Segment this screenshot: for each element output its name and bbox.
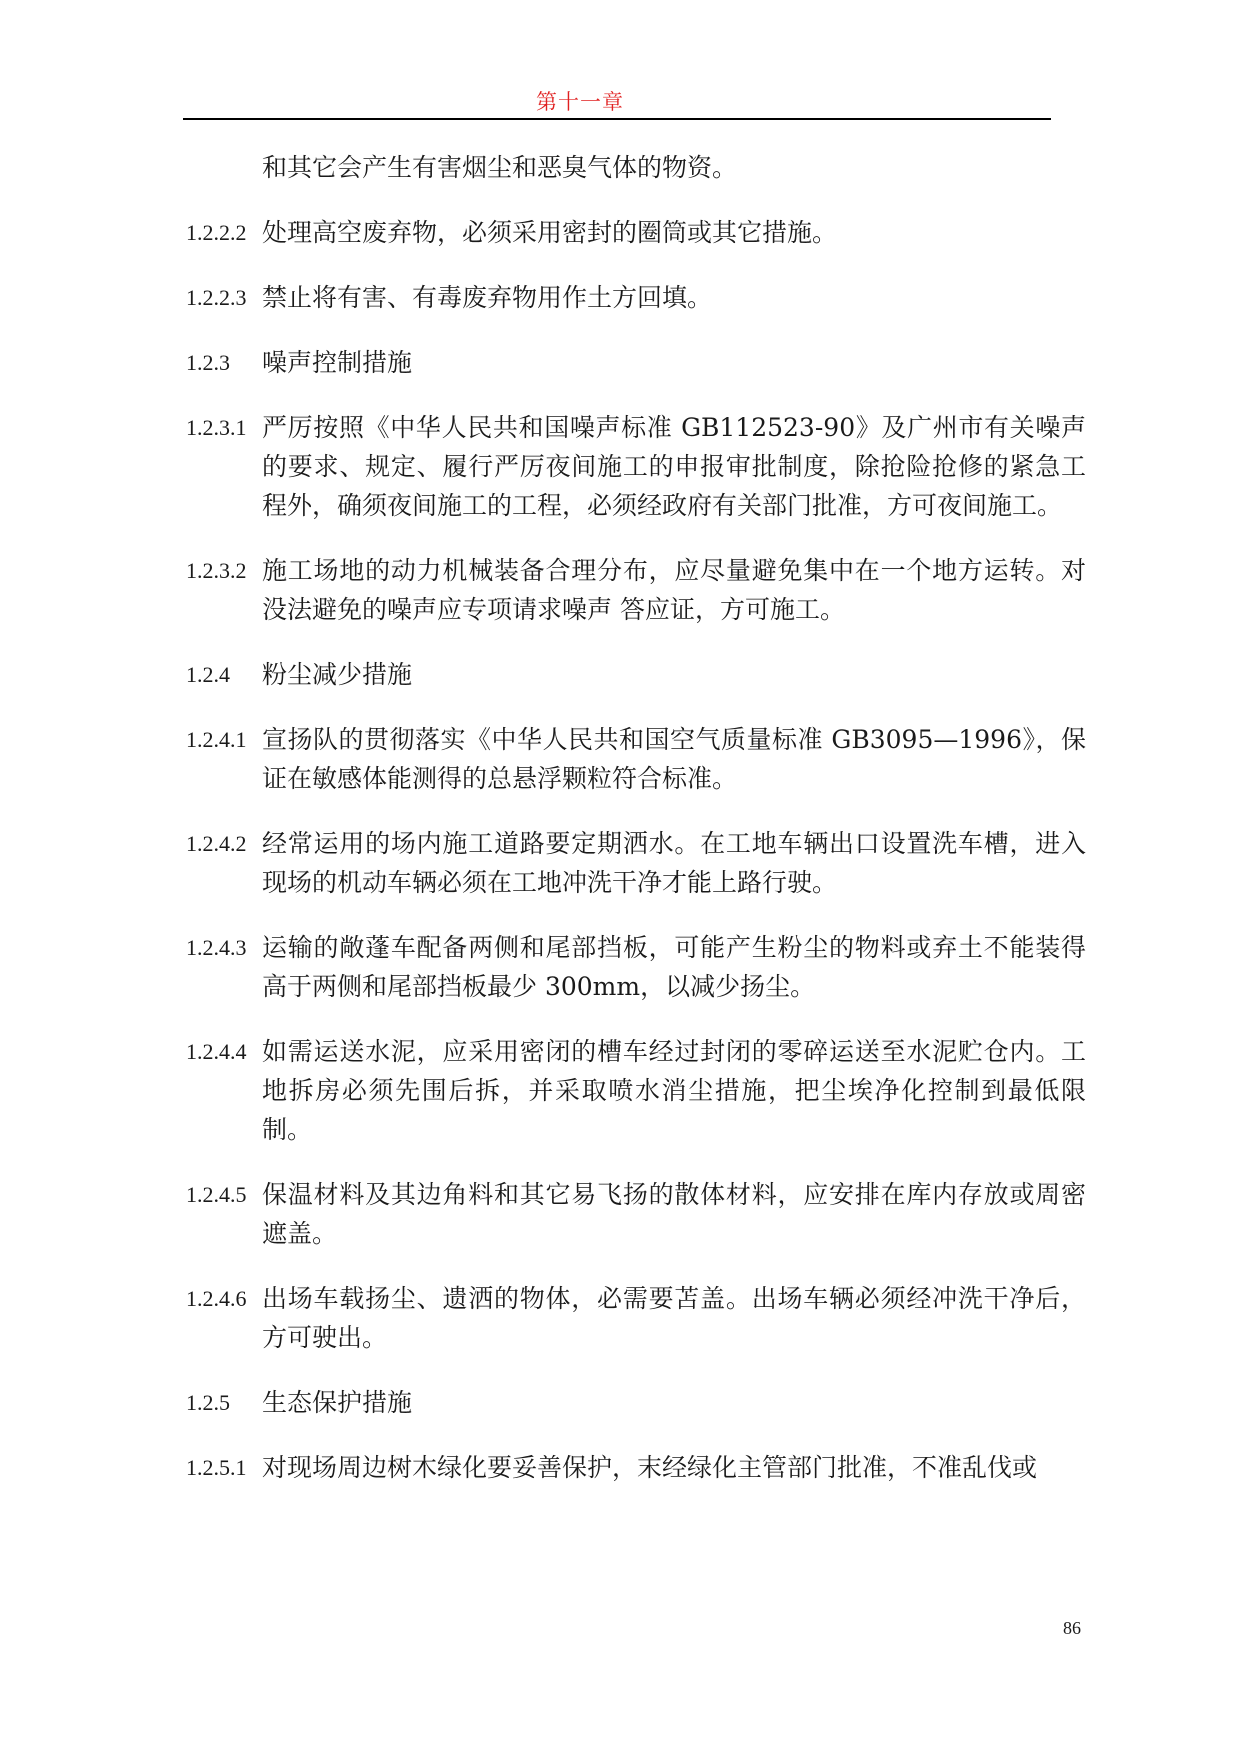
clause-1-2-4-3 bbox=[186, 928, 1086, 1006]
clause-1-2-4-2 bbox=[186, 824, 1086, 902]
clause-number: 1.2.2.2 bbox=[186, 220, 247, 245]
section-title: 噪声控制措施 bbox=[262, 348, 413, 377]
section-number: 1.2.4 bbox=[186, 662, 230, 687]
clause-1-2-4-1 bbox=[186, 720, 1086, 798]
clause-text: 施工场地的动力机械装备合理分布，应尽量避免集中在一个地方运转。对没法避免的噪声应专项请求噪声 答应证，方可施工。 bbox=[262, 556, 1086, 624]
clause-number: 1.2.4.4 bbox=[186, 1039, 247, 1064]
section-number: 1.2.3 bbox=[186, 350, 230, 375]
clause-text: 严厉按照《中华人民共和国噪声标准 GB112523-90》及广州市有关噪声的要求、规定、履行严厉夜间施工的申报审批制度，除抢险抢修的紧急工程外，确须夜间施工的工程，必须经政府有关部门批准，方可夜间施工。 bbox=[262, 413, 1086, 520]
clause-text: 宣扬队的贯彻落实《中华人民共和国空气质量标准 GB3095—1996》，保证在敏感体能测得的总悬浮颗粒符合标准。 bbox=[262, 725, 1086, 793]
clause-text: 对现场周边树木绿化要妥善保护，末经绿化主管部门批准，不准乱伐或 bbox=[262, 1453, 1038, 1482]
clause-number: 1.2.4.5 bbox=[186, 1182, 247, 1207]
clause-number: 1.2.4.6 bbox=[186, 1286, 247, 1311]
clause-number: 1.2.3.2 bbox=[186, 558, 247, 583]
clause-text: 经常运用的场内施工道路要定期洒水。在工地车辆出口设置洗车槽，进入现场的机动车辆必须在工地冲洗干净才能上路行驶。 bbox=[262, 829, 1086, 897]
continuation-paragraph: 和其它会产生有害烟尘和恶臭气体的物资。 bbox=[262, 153, 738, 182]
page-number: 86 bbox=[1063, 1618, 1081, 1638]
clause-text: 保温材料及其边角料和其它易飞扬的散体材料，应安排在库内存放或周密遮盖。 bbox=[262, 1180, 1086, 1248]
clause-1-2-5-1 bbox=[186, 1448, 1086, 1487]
section-number: 1.2.5 bbox=[186, 1390, 230, 1415]
section-heading-1-2-3 bbox=[186, 343, 1086, 382]
section-title: 粉尘减少措施 bbox=[262, 660, 413, 689]
clause-text: 处理高空废弃物，必须采用密封的圈筒或其它措施。 bbox=[262, 218, 838, 247]
header-divider bbox=[183, 118, 1051, 120]
clause-1-2-3-2 bbox=[186, 551, 1086, 629]
clause-1-2-3-1 bbox=[186, 408, 1086, 525]
clause-number: 1.2.4.3 bbox=[186, 935, 247, 960]
clause-1-2-4-5 bbox=[186, 1175, 1086, 1253]
clause-text: 出场车载扬尘、遗洒的物体，必需要苫盖。出场车辆必须经冲洗干净后，方可驶出。 bbox=[262, 1284, 1086, 1352]
clause-number: 1.2.3.1 bbox=[186, 415, 247, 440]
clause-1-2-2-3 bbox=[186, 278, 1086, 317]
document-body bbox=[186, 148, 1086, 1513]
clause-text: 如需运送水泥，应采用密闭的槽车经过封闭的零碎运送至水泥贮仓内。工地拆房必须先围后拆，并采取喷水消尘措施，把尘埃净化控制到最低限制。 bbox=[262, 1037, 1086, 1144]
clause-number: 1.2.5.1 bbox=[186, 1455, 247, 1480]
clause-number: 1.2.4.2 bbox=[186, 831, 247, 856]
clause-number: 1.2.4.1 bbox=[186, 727, 247, 752]
clause-1-2-2-2 bbox=[186, 213, 1086, 252]
clause-text: 禁止将有害、有毒废弃物用作土方回填。 bbox=[262, 283, 713, 312]
section-heading-1-2-5 bbox=[186, 1383, 1086, 1422]
section-heading-1-2-4 bbox=[186, 655, 1086, 694]
section-title: 生态保护措施 bbox=[262, 1388, 413, 1417]
clause-1-2-4-6 bbox=[186, 1279, 1086, 1357]
chapter-header: 第十一章 bbox=[536, 90, 624, 114]
clause-text: 运输的敞蓬车配备两侧和尾部挡板，可能产生粉尘的物料或弃土不能装得高于两侧和尾部挡板最少 300mm，以减少扬尘。 bbox=[262, 933, 1086, 1001]
clause-1-2-4-4 bbox=[186, 1032, 1086, 1149]
clause-number: 1.2.2.3 bbox=[186, 285, 247, 310]
